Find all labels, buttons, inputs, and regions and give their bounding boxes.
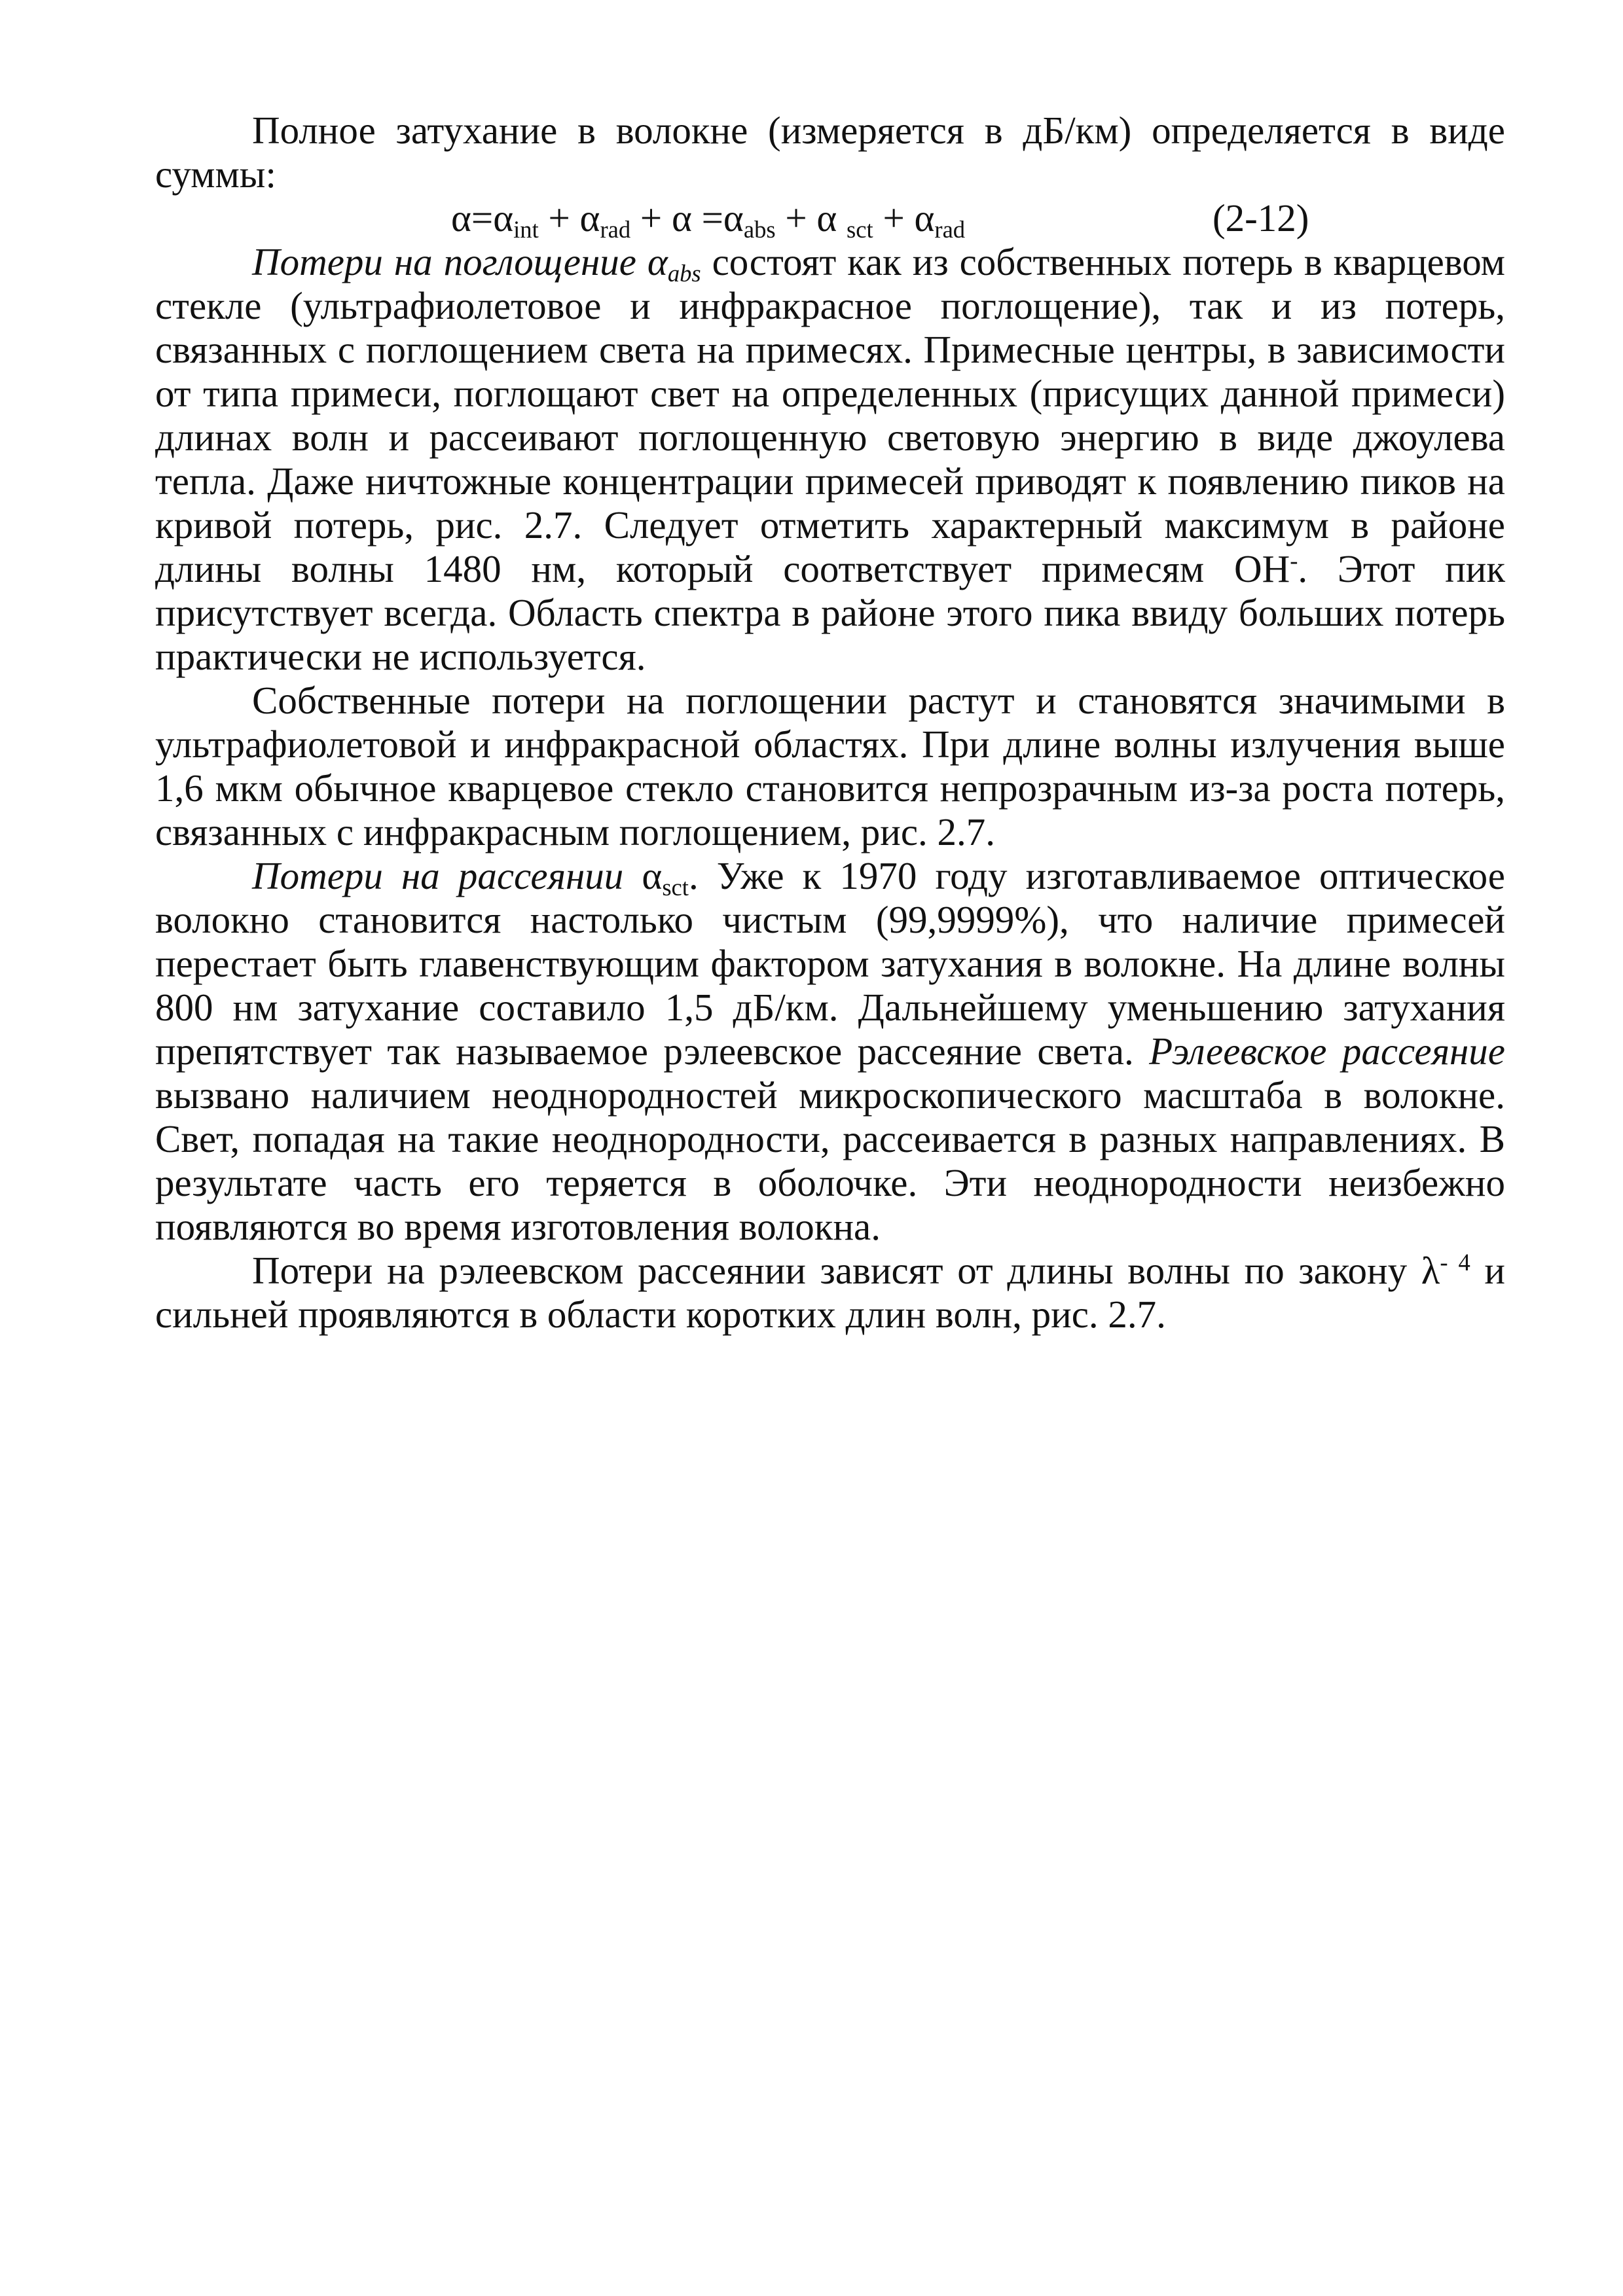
- paragraph-intrinsic-losses: [155, 679, 1505, 854]
- equation-number: (2-12): [1213, 196, 1309, 240]
- paragraph-absorption-losses: Потери на поглощение $\alpha_{abs}$ состоят как из собственных потерь в кварцевом стекле (ультрафиолетовое и инфракрасное поглощение), так и из потерь, связанных с поглощением света на примесях. Примесные центры, в зависимости от типа примеси, поглощают свет на определенных (присущих данной примеси) длинах волн и рассеивают поглощенную световую энергию в виде джоулева тепла. Даже ничтожные концентрации примесей приводят к появлению пиков на кривой потерь, рис. 2.7. Следует отметить характерный максимум в районе длины волны 1480 нм, который соответствует примесям OH-. Этот пик присутствует всегда. Область спектра в районе этого пика ввиду больших потерь практически не используется.: [155, 240, 1505, 678]
- italic-term: Потери на поглощение $\alpha_{abs}$: [252, 240, 701, 287]
- paragraph-rayleigh-law: Потери на рэлеевском рассеянии зависят от длины волны по закону $\lambda^{- 4}$ и сильней проявляются в области коротких длин волн, рис. 2.7.: [155, 1248, 1505, 1336]
- paragraph-scattering-losses: Потери на рассеянии $\alpha_{sct}$. Уже к 1970 году изготавливаемое оптическое волокно становится настолько чистым (99,9999%), что наличие примесей перестает быть главенствующим фактором затухания в волокне. На длине волны 800 нм затухание составило 1,5 дБ/км. Дальнейшему уменьшению затухания препятствует так называемое рэлеевское рассеяние света. Рэлеевское рассеяние вызвано наличием неоднородностей микроскопического масштаба в волокне. Свет, попадая на такие неоднородности, рассеивается в разных направлениях. В результате часть его теряется в оболочке. Эти неоднородности неизбежно появляются во время изготовления волокна.: [155, 854, 1505, 1248]
- italic-term: Рэлеевское рассеяние: [1149, 1030, 1505, 1073]
- equation-2-12: [155, 196, 1505, 243]
- document-page: [155, 109, 1505, 1336]
- italic-term: Потери на рассеянии: [252, 854, 624, 897]
- equation-expression: $\alpha=\alpha_{int} + \alpha_{rad} + \alpha =\alpha_{abs} + \alpha$ $_{sct} + \alpha_{rad}$: [451, 196, 966, 243]
- paragraph-text: Полное затухание в волокне (измеряется в дБ/км) определяется в виде суммы:: [155, 109, 1505, 196]
- paragraph-total-attenuation: [155, 109, 1505, 196]
- paragraph-text: Собственные потери на поглощении растут и становятся значимыми в ультрафиолетовой и инфракрасной областях. При длине волны излучения выше 1,6 мкм обычное кварцевое стекло становится непрозрачным из-за роста потерь, связанных с инфракрасным поглощением, рис. 2.7.: [155, 679, 1505, 853]
